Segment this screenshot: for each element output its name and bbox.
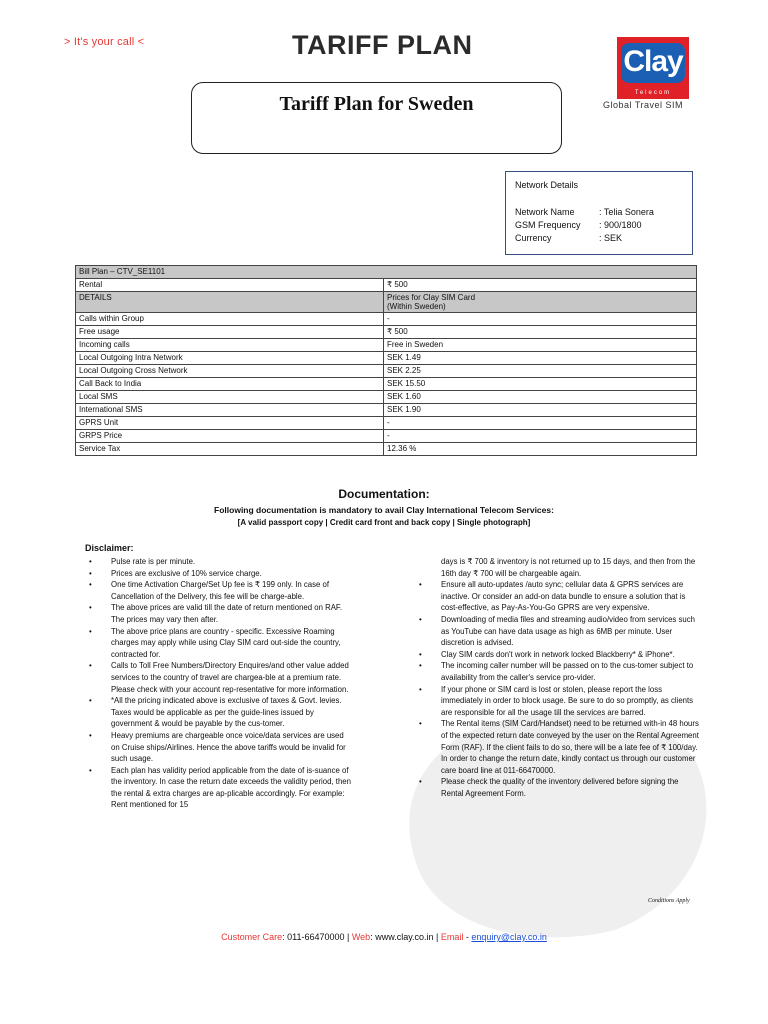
disclaimer-item: • The above prices are valid till the date of return mentioned on RAF. The prices may vary then after. xyxy=(85,602,353,625)
tariff-label: Local Outgoing Cross Network xyxy=(76,365,384,378)
tariff-value: SEK 1.49 xyxy=(384,352,697,365)
tariff-row xyxy=(76,378,697,391)
subtitle-box xyxy=(191,82,562,154)
email-link[interactable]: enquiry@clay.co.in xyxy=(471,932,547,942)
disclaimer-item: • Ensure all auto-updates /auto sync; cellular data & GPRS services are inactive. Or consider an add-on data bundle to ensure a solution that is cost-effective, as Pay-As-You-Go GPRS are very expensive. xyxy=(415,579,700,614)
web-link[interactable]: : www.clay.co.in xyxy=(370,932,434,942)
plan-subtitle: Tariff Plan for Sweden xyxy=(279,93,474,115)
tariff-row xyxy=(76,417,697,430)
tagline: > It's your call < xyxy=(64,36,145,48)
tariff-value: Free in Sweden xyxy=(384,339,697,352)
tariff-label: Incoming calls xyxy=(76,339,384,352)
tariff-value: SEK 2.25 xyxy=(384,365,697,378)
tariff-label: Service Tax xyxy=(76,443,384,456)
tariff-row xyxy=(76,292,697,313)
network-row xyxy=(515,207,654,217)
network-details-title: Network Details xyxy=(515,180,579,190)
tariff-value: - xyxy=(384,417,697,430)
tariff-label: Local SMS xyxy=(76,391,384,404)
documentation-line-1: Following documentation is mandatory to avail Clay International Telecom Services: xyxy=(214,505,554,515)
disclaimer-item: • If your phone or SIM card is lost or stolen, please report the loss immediately in order to block usage. Be sure to do so promptly, as clients are responsible for all the usage till the services are barred. xyxy=(415,684,700,719)
tariff-label: International SMS xyxy=(76,404,384,417)
disclaimer-item: • Prices are exclusive of 10% service charge. xyxy=(85,568,353,580)
email-dash: - xyxy=(463,932,472,942)
tariff-row xyxy=(76,430,697,443)
tariff-row xyxy=(76,443,697,456)
disclaimer-title: Disclaimer: xyxy=(85,543,134,553)
tariff-row xyxy=(76,326,697,339)
tariff-value: - xyxy=(384,430,697,443)
documentation-heading: Documentation: xyxy=(338,487,430,501)
disclaimer-item: • One time Activation Charge/Set Up fee is ₹ 199 only. In case of Cancellation of the Delivery, this fee will be charge-able. xyxy=(85,579,353,602)
disclaimer-right-column xyxy=(415,556,700,799)
tariff-value: SEK 15.50 xyxy=(384,378,697,391)
customer-care-number: : 011-66470000 xyxy=(282,932,345,942)
conditions-apply: Conditions Apply xyxy=(648,898,690,904)
documentation-line-2: [A valid passport copy | Credit card front and back copy | Single photograph] xyxy=(237,518,531,527)
network-row xyxy=(515,233,622,243)
tariff-row xyxy=(76,391,697,404)
page-title: TARIFF PLAN xyxy=(292,30,473,60)
tariff-row xyxy=(76,339,697,352)
footer-separator: | xyxy=(344,932,352,942)
tariff-value: ₹ 500 xyxy=(384,326,697,339)
tariff-label: Rental xyxy=(76,279,384,292)
tariff-row xyxy=(76,352,697,365)
email-label: Email xyxy=(440,932,464,942)
footer-separator: | xyxy=(433,932,441,942)
tariff-value: Prices for Clay SIM Card (Within Sweden) xyxy=(384,292,697,313)
disclaimer-item: • Calls to Toll Free Numbers/Directory Enquires/and other value added services to the country of travel are chargea-ble at a premium rate. Please check with your account rep-resentative for more information. xyxy=(85,660,353,695)
tariff-label: Local Outgoing Intra Network xyxy=(76,352,384,365)
tariff-label: GRPS Price xyxy=(76,430,384,443)
customer-care-label: Customer Care xyxy=(221,932,283,942)
tariff-row xyxy=(76,313,697,326)
tariff-row xyxy=(76,404,697,417)
disclaimer-continuation: days is ₹ 700 & inventory is not returned up to 15 days, and then from the 16th day ₹ 700 will be chargeable again. xyxy=(441,557,696,578)
disclaimer-left-column xyxy=(85,556,353,811)
network-key: Network Name xyxy=(515,207,575,217)
tariff-label: GPRS Unit xyxy=(76,417,384,430)
tariff-label: DETAILS xyxy=(76,292,384,313)
tariff-label: Free usage xyxy=(76,326,384,339)
tariff-value: 12.36 % xyxy=(384,443,697,456)
disclaimer-item: • The incoming caller number will be passed on to the cus-tomer subject to availability from the caller's service pro-vider. xyxy=(415,660,700,683)
tariff-label: Call Back to India xyxy=(76,378,384,391)
tariff-row xyxy=(76,365,697,378)
disclaimer-item: • The above price plans are country - specific. Excessive Roaming charges may apply while using Clay SIM card out-side the country, contracted for. xyxy=(85,626,353,661)
plan-label: Bill Plan – CTV_SE1101 xyxy=(76,266,697,279)
disclaimer-item: • Please check the quality of the inventory delivered before signing the Rental Agreement Form. xyxy=(415,776,700,799)
tariff-row xyxy=(76,279,697,292)
logo-caption: Global Travel SIM xyxy=(603,100,684,110)
disclaimer-right-list xyxy=(415,579,700,799)
network-row xyxy=(515,220,642,230)
web-label: Web xyxy=(351,932,371,942)
network-details-box xyxy=(505,171,693,255)
tariff-value: - xyxy=(384,313,697,326)
disclaimer-item: • Pulse rate is per minute. xyxy=(85,556,353,568)
plan-header-row xyxy=(76,266,697,279)
disclaimer-left-list xyxy=(85,556,353,811)
tariff-value: SEK 1.90 xyxy=(384,404,697,417)
tariff-label: Calls within Group xyxy=(76,313,384,326)
disclaimer-item: • Clay SIM cards don't work in network locked Blackberry* & iPhone*. xyxy=(415,649,700,661)
disclaimer-item: • Each plan has validity period applicable from the date of is-suance of the inventory. In case the return date exceeds the validity period, then the rental & extra charges are ap-plicable accordingly. For example: Rent mentioned for 15 xyxy=(85,765,353,811)
network-value: : SEK xyxy=(599,233,623,243)
disclaimer-item: • *All the pricing indicated above is exclusive of taxes & Govt. levies. Taxes would be applicable as per the guide-lines issued by government & would be payable by the cus-tomer. xyxy=(85,695,353,730)
network-value: : 900/1800 xyxy=(599,220,642,230)
tariff-value: SEK 1.60 xyxy=(384,391,697,404)
disclaimer-item: • Downloading of media files and streaming audio/video from services such as YouTube can have data usage as high as 6MB per minute. User discretion is advised. xyxy=(415,614,700,649)
tariff-value: ₹ 500 xyxy=(384,279,697,292)
disclaimer-item: • Heavy premiums are chargeable once voice/data services are used on Cruise ships/Airlines. Hence the above tariffs would be invalid for such usage. xyxy=(85,730,353,765)
network-key: Currency xyxy=(515,233,552,243)
logo-wordmark: Clay xyxy=(621,43,685,83)
network-value: : Telia Sonera xyxy=(599,207,654,217)
tariff-table xyxy=(75,265,697,456)
clay-logo xyxy=(617,37,689,99)
disclaimer-item: • The Rental items (SIM Card/Handset) need to be returned with-in 48 hours of the expected return date conveyed by the user on the Rental Agreement Form (RAF). If the client fails to do so, there will be a late fee of ₹ 100/day. In order to change the return date, kindly contact us through our customer care board line at 011-66470000. xyxy=(415,718,700,776)
footer xyxy=(0,932,768,942)
logo-subtext: Telecom xyxy=(634,90,672,96)
network-key: GSM Frequency xyxy=(515,220,581,230)
